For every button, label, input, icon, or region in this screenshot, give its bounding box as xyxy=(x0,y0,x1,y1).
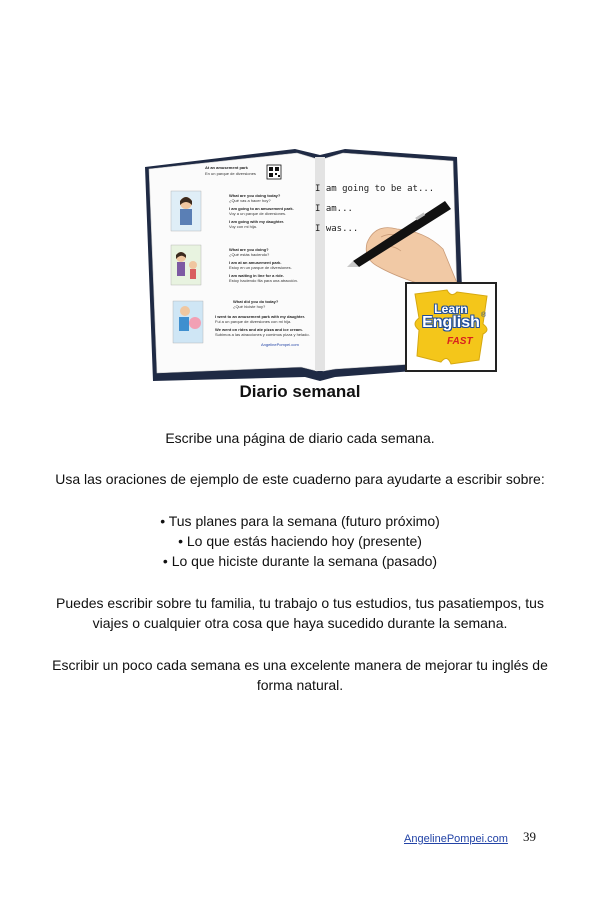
page-title: Diario semanal xyxy=(239,382,361,401)
bullet-item: • Lo que hiciste durante la semana (pasado) xyxy=(162,553,438,569)
block1-answer2: I am going with my daughter. xyxy=(229,219,285,224)
bullet-list xyxy=(0,511,600,571)
handwriting-line-3: I was... xyxy=(315,224,359,234)
handwriting-line-2: I am... xyxy=(315,204,353,214)
cartoon-image-1 xyxy=(171,191,201,231)
cartoon-image-3 xyxy=(173,301,203,343)
block1-question-es: ¿Qué vas a hacer hoy? xyxy=(229,198,271,203)
block3-answer1: I went to an amusement park with my daughter. xyxy=(215,314,306,319)
block3-question-es: ¿Qué hiciste hoy? xyxy=(233,304,266,309)
paragraph-1: Puedes escribir sobre tu familia, tu trabajo o tus estudios, tus pasatiempos, tus viajes o cualquier otra cosa que haya sucedido durante la semana. xyxy=(56,595,544,631)
page-number: 39 xyxy=(523,829,536,844)
left-page-footer: AngelinePompei.com xyxy=(261,342,299,347)
website-link[interactable]: AngelinePompei.com xyxy=(404,833,508,845)
intro-text: Escribe una página de diario cada semana. xyxy=(165,430,435,446)
left-heading: At an amusement park xyxy=(205,165,248,170)
block1-question: What are you doing today? xyxy=(229,193,281,198)
handwriting-line-1: I am going to be at... xyxy=(315,184,435,194)
block2-answer2-es: Estoy haciendo fila para una atracción. xyxy=(229,278,298,283)
prompt-text: Usa las oraciones de ejemplo de este cuaderno para ayudarte a escribir sobre: xyxy=(55,471,545,487)
block3-answer1-es: Fui a un parque de diversiones con mi hija. xyxy=(215,319,292,324)
paragraph-2: Escribir un poco cada semana es una excelente manera de mejorar tu inglés de forma natural. xyxy=(52,657,548,693)
logo-learn-text: Learn xyxy=(434,302,468,316)
block2-question-es: ¿Qué estás haciendo? xyxy=(229,252,270,257)
block2-question: What are you doing? xyxy=(229,247,269,252)
registered-mark: ® xyxy=(481,312,487,319)
cartoon-image-2 xyxy=(171,245,201,285)
bullet-item: • Lo que estás haciendo hoy (presente) xyxy=(178,533,422,549)
block3-question: What did you do today? xyxy=(233,299,279,304)
bullet-item: • Tus planes para la semana (futuro próximo) xyxy=(160,513,440,529)
block3-answer2-es: Subimos a las atracciones y comimos pizza y helado. xyxy=(215,332,310,337)
block1-answer1: I am going to an amusement park. xyxy=(229,206,294,211)
qr-code-icon xyxy=(267,165,281,179)
learn-english-fast-logo xyxy=(405,282,497,372)
block2-answer2: I am waiting in line for a ride. xyxy=(229,273,284,278)
block2-answer1-es: Estoy en un parque de diversiones. xyxy=(229,265,292,270)
block1-answer2-es: Voy con mi hija. xyxy=(229,224,258,229)
block2-answer1: I am at an amusement park. xyxy=(229,260,282,265)
block1-answer1-es: Voy a un parque de diversiones. xyxy=(229,211,287,216)
logo-english-text: English xyxy=(422,314,480,331)
left-subheading: En un parque de diversiones xyxy=(205,171,256,176)
logo-fast-text: FAST xyxy=(447,336,473,347)
block3-answer2: We went on rides and ate pizza and ice cream. xyxy=(215,327,303,332)
